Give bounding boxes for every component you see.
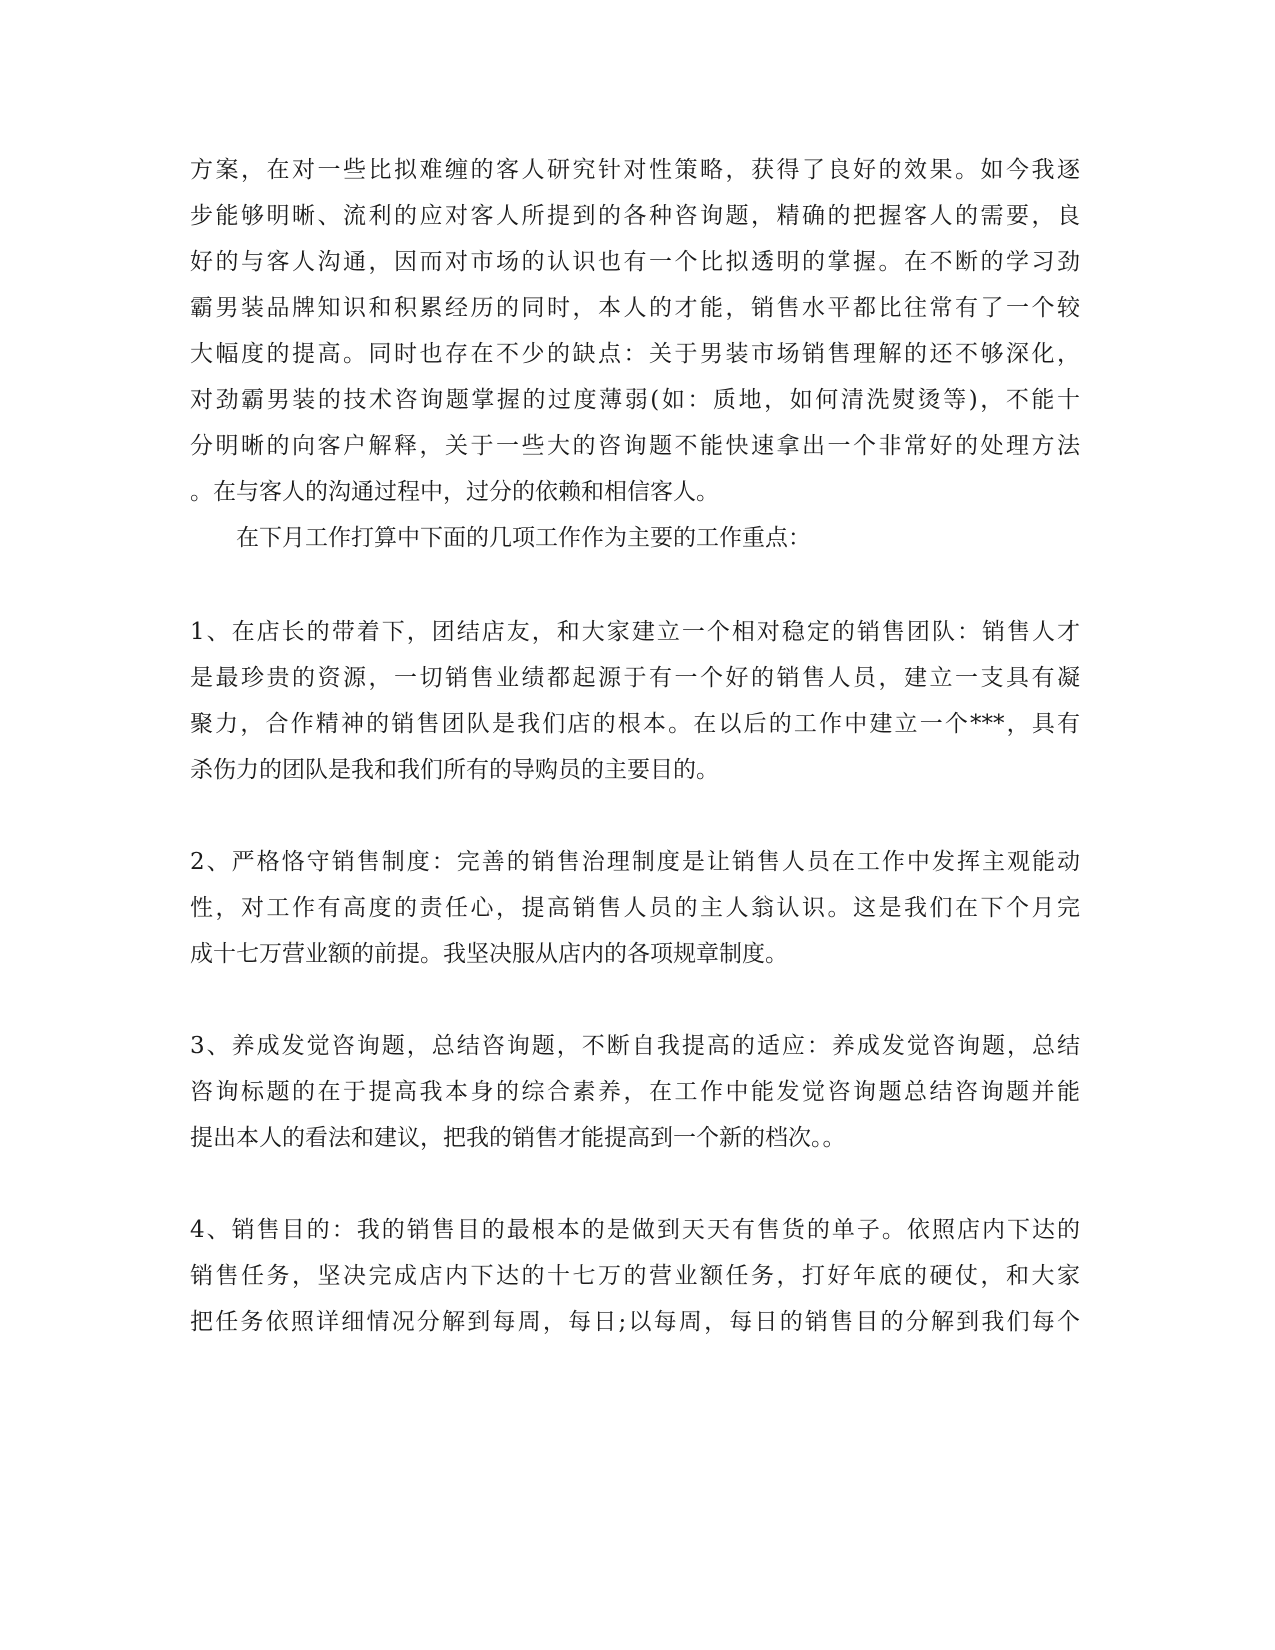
text-line: 大幅度的提高。同时也存在不少的缺点：关于男装市场销售理解的还不够深化， [190, 341, 1080, 367]
list-item-2-line: 性，对工作有高度的责任心，提高销售人员的主人翁认识。这是我们在下个月完 [190, 895, 1080, 921]
list-item-1-line: 是最珍贵的资源，一切销售业绩都起源于有一个好的销售人员，建立一支具有凝 [190, 665, 1080, 691]
text-line: 对劲霸男装的技术咨询题掌握的过度薄弱(如：质地，如何清洗熨烫等)，不能十 [190, 387, 1080, 413]
list-item-4-line: 销售任务，坚决完成店内下达的十七万的营业额任务，打好年底的硬仗，和大家 [190, 1263, 1080, 1289]
list-item-4-line: 4、销售目的：我的销售目的最根本的是做到天天有售货的单子。依照店内下达的 [190, 1217, 1080, 1243]
list-item-2-line: 2、严格恪守销售制度：完善的销售治理制度是让销售人员在工作中发挥主观能动 [190, 849, 1080, 875]
section-intro: 在下月工作打算中下面的几项工作作为主要的工作重点： [236, 525, 811, 551]
text-line: 步能够明晰、流利的应对客人所提到的各种咨询题，精确的把握客人的需要，良 [190, 203, 1080, 229]
list-item-2-line: 成十七万营业额的前提。我坚决服从店内的各项规章制度。 [190, 941, 788, 967]
list-item-4-line: 把任务依照详细情况分解到每周，每日;以每周，每日的销售目的分解到我们每个 [190, 1309, 1080, 1335]
list-item-1-line: 聚力，合作精神的销售团队是我们店的根本。在以后的工作中建立一个***，具有 [190, 711, 1080, 737]
list-item-3-line: 咨询标题的在于提高我本身的综合素养，在工作中能发觉咨询题总结咨询题并能 [190, 1079, 1080, 1105]
text-line: 分明晰的向客户解释，关于一些大的咨询题不能快速拿出一个非常好的处理方法 [190, 433, 1080, 459]
list-item-1-line: 1、在店长的带着下，团结店友，和大家建立一个相对稳定的销售团队：销售人才 [190, 619, 1080, 645]
text-line: 霸男装品牌知识和积累经历的同时，本人的才能，销售水平都比往常有了一个较 [190, 295, 1080, 321]
text-line: 好的与客人沟通，因而对市场的认识也有一个比拟透明的掌握。在不断的学习劲 [190, 249, 1080, 275]
text-line: 。在与客人的沟通过程中，过分的依赖和相信客人。 [190, 479, 719, 505]
list-item-3-line: 提出本人的看法和建议，把我的销售才能提高到一个新的档次。。 [190, 1125, 846, 1151]
list-item-3-line: 3、养成发觉咨询题，总结咨询题，不断自我提高的适应：养成发觉咨询题，总结 [190, 1033, 1080, 1059]
list-item-1-line: 杀伤力的团队是我和我们所有的导购员的主要目的。 [190, 757, 719, 783]
text-line: 方案，在对一些比拟难缠的客人研究针对性策略，获得了良好的效果。如今我逐 [190, 157, 1080, 183]
